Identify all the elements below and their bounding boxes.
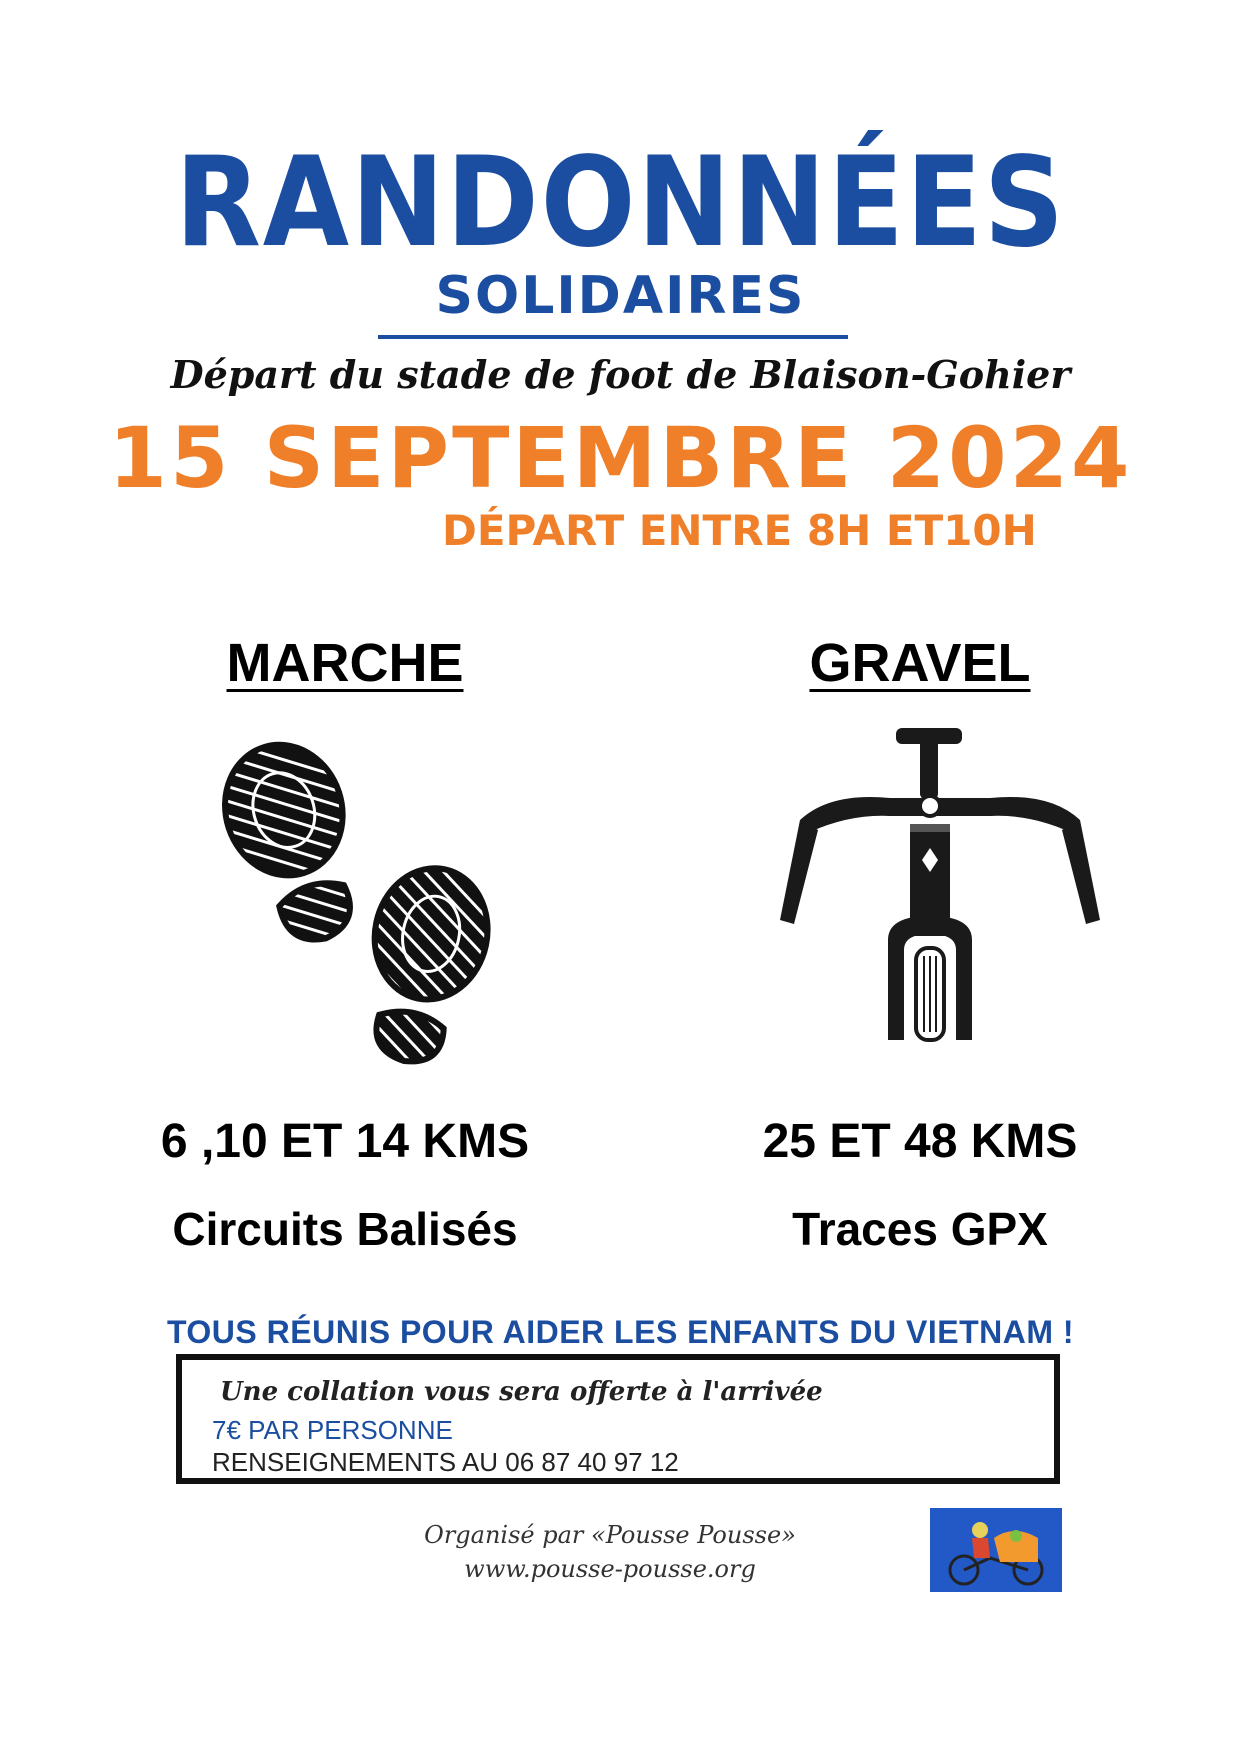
pousse-pousse-logo	[930, 1508, 1062, 1592]
footprints-icon	[215, 738, 505, 1068]
handlebar-icon	[770, 720, 1110, 1060]
rickshaw-icon	[930, 1508, 1062, 1592]
poster-subtitle: SOLIDAIRES	[435, 266, 806, 326]
info-box	[176, 1354, 1060, 1484]
collation-text: Une collation vous sera offerte à l'arrivée	[220, 1377, 823, 1407]
gravel-heading: GRAVEL	[809, 633, 1031, 693]
tagline: TOUS RÉUNIS POUR AIDER LES ENFANTS DU VIETNAM !	[166, 1314, 1075, 1350]
departure-place: Départ du stade de foot de Blaison-Gohier	[170, 352, 1071, 397]
event-date: 15 SEPTEMBRE 2024	[108, 409, 1133, 507]
price-text: 7€ PAR PERSONNE	[212, 1415, 453, 1445]
marche-heading: MARCHE	[226, 633, 464, 693]
website-link[interactable]: www.pousse-pousse.org	[464, 1555, 756, 1583]
poster-title: RANDONNÉES	[175, 131, 1066, 275]
organizer-text: Organisé par «Pousse Pousse»	[424, 1521, 796, 1549]
contact-text: RENSEIGNEMENTS AU 06 87 40 97 12	[212, 1447, 679, 1477]
organizer-block	[380, 1518, 840, 1586]
gravel-description: Traces GPX	[792, 1203, 1048, 1255]
marche-distance: 6 ,10 ET 14 KMS	[160, 1115, 530, 1168]
gravel-distance: 25 ET 48 KMS	[762, 1115, 1078, 1168]
departure-time: DÉPART ENTRE 8H ET10H	[442, 506, 1037, 555]
subtitle-underline	[378, 335, 848, 339]
marche-description: Circuits Balisés	[172, 1203, 518, 1255]
